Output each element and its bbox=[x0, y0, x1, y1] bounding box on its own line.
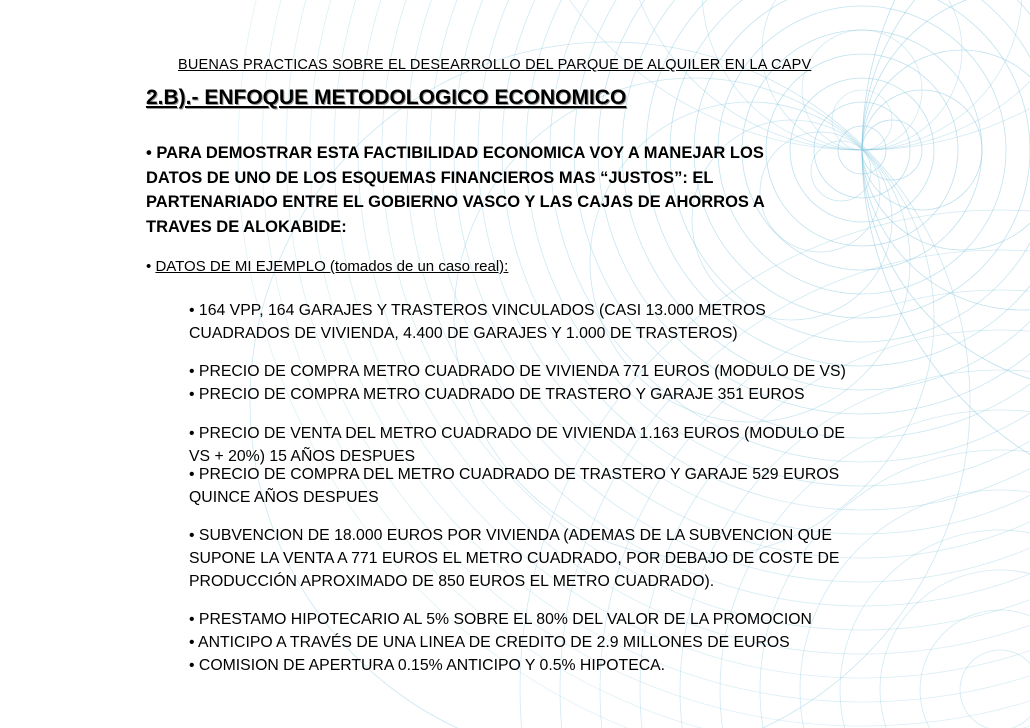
datos-ejemplo-label: DATOS DE MI EJEMPLO (tomados de un caso real): bbox=[155, 258, 509, 275]
list-item: PRODUCCIÓN APROXIMADO DE 850 EUROS EL METRO CUADRADO). bbox=[189, 573, 715, 590]
list-item: • PRECIO DE VENTA DEL METRO CUADRADO DE VIVIENDA 1.163 EUROS (MODULO DE bbox=[189, 425, 845, 442]
list-item: QUINCE AÑOS DESPUES bbox=[189, 489, 379, 506]
list-item: • SUBVENCION DE 18.000 EUROS POR VIVIENDA (ADEMAS DE LA SUBVENCION QUE bbox=[189, 527, 832, 544]
list-item: SUPONE LA VENTA A 771 EUROS EL METRO CUADRADO, POR DEBAJO DE COSTE DE bbox=[189, 550, 840, 567]
bullet: • bbox=[146, 144, 152, 162]
list-item: • ANTICIPO A TRAVÉS DE UNA LINEA DE CREDITO DE 2.9 MILLONES DE EUROS bbox=[189, 634, 790, 651]
list-item: VS + 20%) 15 AÑOS DESPUES bbox=[189, 448, 416, 465]
intro-line: TRAVES DE ALOKABIDE: bbox=[146, 217, 347, 236]
intro-line: DATOS DE UNO DE LOS ESQUEMAS FINANCIEROS MAS “JUSTOS”: EL bbox=[146, 168, 714, 187]
page-title: 2.B).- ENFOQUE METODOLOGICO ECONOMICO bbox=[146, 86, 627, 109]
intro-line: PARA DEMOSTRAR ESTA FACTIBILIDAD ECONOMICA VOY A MANEJAR LOS bbox=[156, 144, 764, 162]
intro-line: PARTENARIADO ENTRE EL GOBIERNO VASCO Y LAS CAJAS DE AHORROS A bbox=[146, 193, 765, 211]
list-item: • 164 VPP, 164 GARAJES Y TRASTEROS VINCULADOS (CASI 13.000 METROS bbox=[189, 302, 766, 319]
header-title: BUENAS PRACTICAS SOBRE EL DESEARROLLO DEL PARQUE DE ALQUILER EN LA CAPV bbox=[178, 57, 812, 73]
list-item: • PRESTAMO HIPOTECARIO AL 5% SOBRE EL 80% DEL VALOR DE LA PROMOCION bbox=[189, 611, 812, 628]
list-item: CUADRADOS DE VIVIENDA, 4.400 DE GARAJES Y 1.000 DE TRASTEROS) bbox=[189, 325, 738, 342]
list-item: • COMISION DE APERTURA 0.15% ANTICIPO Y 0.5% HIPOTECA. bbox=[189, 657, 666, 674]
list-item: • PRECIO DE COMPRA METRO CUADRADO DE VIVIENDA 771 EUROS (MODULO DE VS) bbox=[189, 363, 846, 380]
intro-paragraph bbox=[146, 141, 906, 239]
datos-ejemplo-heading bbox=[146, 258, 508, 275]
bullet: • bbox=[146, 258, 152, 275]
list-item: • PRECIO DE COMPRA DEL METRO CUADRADO DE TRASTERO Y GARAJE 529 EUROS bbox=[189, 466, 840, 483]
list-item: • PRECIO DE COMPRA METRO CUADRADO DE TRASTERO Y GARAJE 351 EUROS bbox=[189, 386, 805, 403]
